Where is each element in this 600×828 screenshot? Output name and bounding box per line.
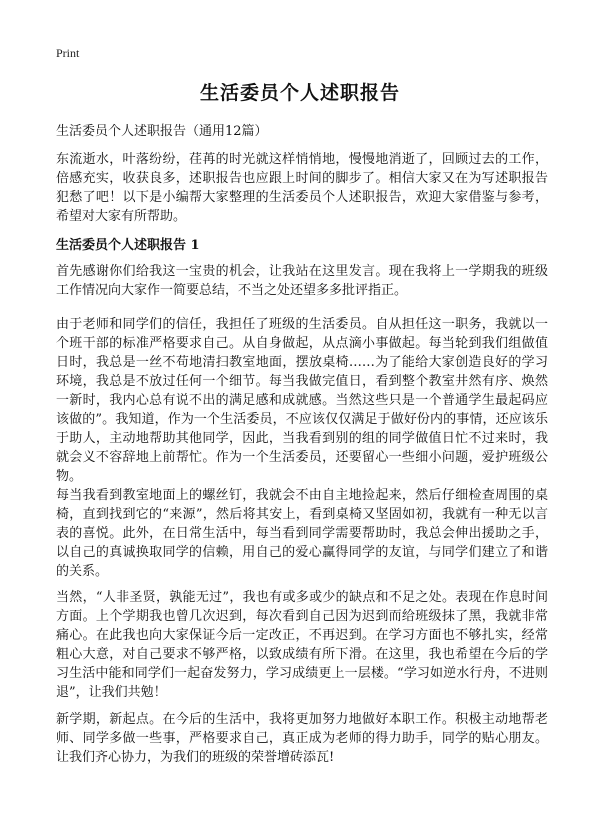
body-paragraph: 当然，“人非圣贤，孰能无过”，我也有或多或少的缺点和不足之处。表现在作息时间方面。上个学期我也曾几次迟到，每次看到自己因为迟到而给班级抹了黑，我就非常痛心。在此我也向大家保证今后一定改正，不再迟到。在学习方面也不够扎实，经常粗心大意，对自己要求不够严格，以致成绩有所下滑。在这里，我也希望在今后的学习生活中能和同学们一起奋发努力，学习成绩更上一层楼。“学习如逆水行舟，不进则退”，让我们共勉！ xyxy=(56,590,548,700)
page-title: 生活委员个人述职报告 xyxy=(199,82,400,104)
section-heading: 生活委员个人述职报告 1 xyxy=(56,238,200,253)
print-link[interactable]: Print xyxy=(56,46,80,60)
body-paragraph: 首先感谢你们给我这一宝贵的机会，让我站在这里发言。现在我将上一学期我的班级工作情况向大家作一简要总结，不当之处还望多多批评指正。 xyxy=(56,264,548,298)
intro-paragraph: 东流逝水，叶落纷纷，荏苒的时光就这样悄悄地，慢慢地消逝了，回顾过去的工作，倍感充实，收获良多，述职报告也应跟上时间的脚步了。相信大家又在为写述职报告犯愁了吧！以下是小编帮大家整理的生活委员个人述职报告，欢迎大家借鉴与参考，希望对大家有所帮助。 xyxy=(56,152,548,224)
body-paragraph: 新学期，新起点。在今后的生活中，我将更加努力地做好本职工作。积极主动地帮老师、同学多做一些事，严格要求自己，真正成为老师的得力助手，同学的贴心朋友。让我们齐心协力，为我们的班级的荣誉增砖添瓦! xyxy=(56,712,548,765)
body-paragraph: 每当我看到教室地面上的螺丝钉，我就会不由自主地捡起来，然后仔细检查周围的桌椅，直到找到它的“来源”，然后将其安上，看到桌椅又坚固如初，我就有一种无以言表的喜悦。此外，在日常生活中，每当看到同学需要帮助时，我总会伸出援助之手，以自己的真诚换取同学的信赖，用自己的爱心赢得同学的友谊，与同学们建立了和谐的关系。 xyxy=(56,488,548,579)
document-subtitle: 生活委员个人述职报告（通用12篇） xyxy=(56,124,268,139)
body-paragraph: 由于老师和同学们的信任，我担任了班级的生活委员。自从担任这一职务，我就以一个班干部的标准严格要求自己。从自身做起，从点滴小事做起。每当轮到我们组做值日时，我总是一丝不苟地清扫教室地面，摆放桌椅……为了能给大家创造良好的学习环境，我总是不放过任何一个细节。每当我做完值日，看到整个教室井然有序、焕然一新时，我内心总有说不出的满足感和成就感。当然这些只是一个普通学生最起码应该做的”。我知道，作为一个生活委员，不应该仅仅满足于做好份内的事情，还应该乐于助人，主动地帮助其他同学，因此，当我看到别的组的同学做值日忙不过来时，我就会义不容辞地上前帮忙。作为一个生活委员，还要留心一些细小问题，爱护班级公物。 xyxy=(56,317,548,484)
